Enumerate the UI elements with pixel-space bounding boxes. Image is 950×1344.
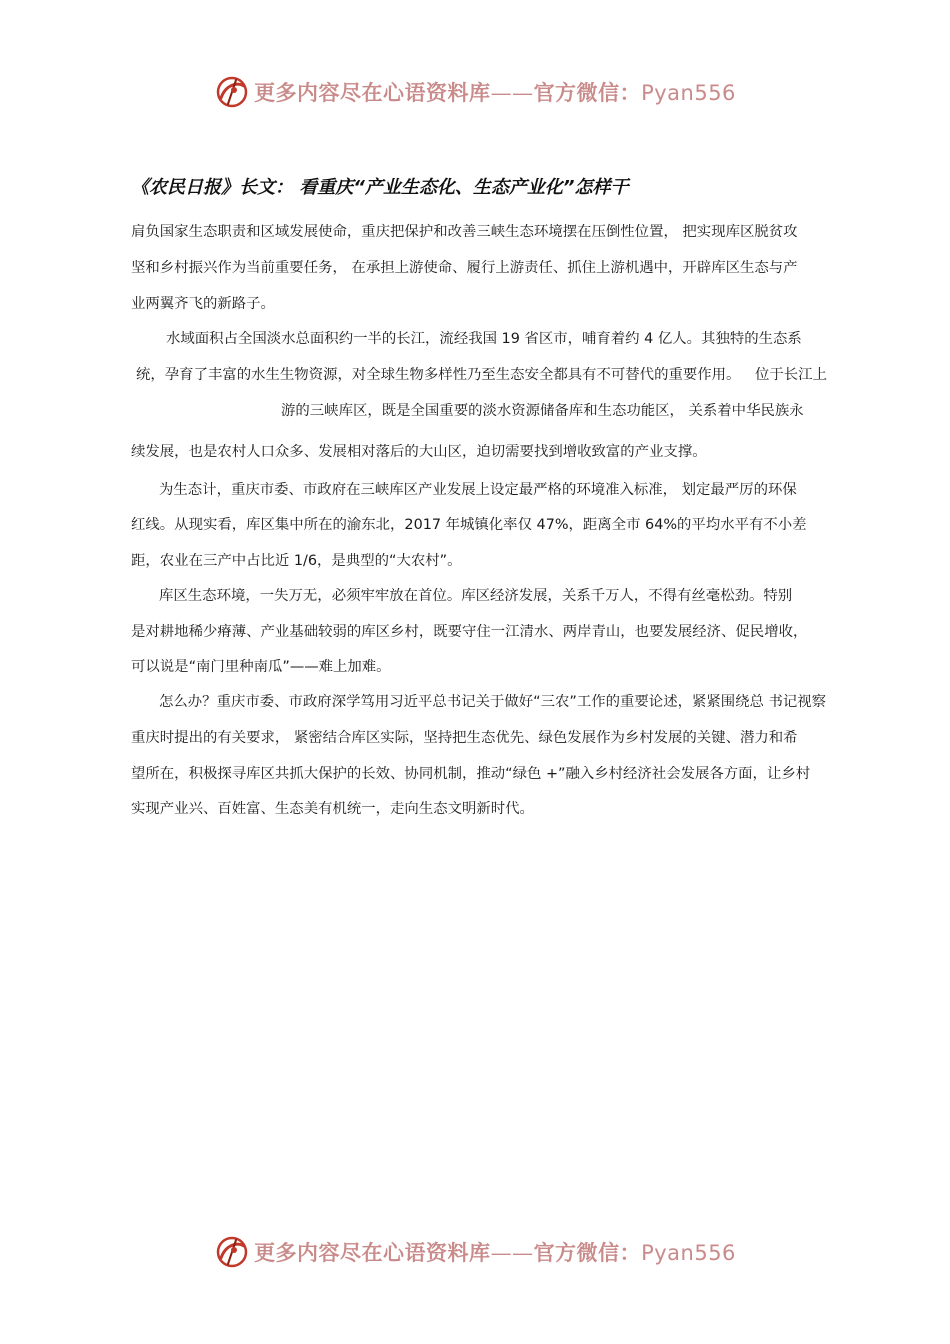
banner-wechat-id: Pyan556 [641, 81, 736, 105]
paragraph-line: 望所在，积极探寻库区共抓大保护的长效、协同机制，推动“绿色 +”融入乡村经济社会发展各方面，让乡村 [131, 766, 811, 782]
banner-wechat-id: Pyan556 [641, 1241, 736, 1265]
paragraph-line: 位于长江上 [755, 367, 827, 383]
paragraph-line: 可以说是“南门里种南瓜”——难上加难。 [131, 659, 391, 675]
banner-separator: —— [490, 81, 534, 105]
paragraph-line: 库区生态环境，一失万无，必须牢牢放在首位。库区经济发展，关系千万人，不得有丝毫松劲。特别 [159, 588, 793, 604]
paragraph-line: 重庆时提出的有关要求， 紧密结合库区实际，坚持把生态优先、绿色发展作为乡村发展的关键、潜力和希 [131, 730, 798, 746]
paragraph-line: 游的三峡库区，既是全国重要的淡水资源储备库和生态功能区， 关系着中华民族永 [281, 403, 804, 419]
article-title: 《农民日报》长文： 看重庆“产业生态化、生态产业化”怎样干 [131, 177, 629, 198]
brand-logo-icon [214, 1234, 250, 1270]
banner-wechat-label: 官方微信： [533, 80, 642, 105]
paragraph-line: 水域面积占全国淡水总面积约一半的长江，流经我国 19 省区市，哺育着约 4 亿人。其独特的生态系 [166, 331, 802, 347]
banner-main-text: 更多内容尽在心语资料库 [254, 80, 491, 105]
paragraph-line: 统，孕育了丰富的水生生物资源，对全球生物多样性乃至生态安全都具有不可替代的重要作用。 [136, 367, 741, 383]
paragraph-line: 坚和乡村振兴作为当前重要任务， 在承担上游使命、履行上游责任、抓住上游机遇中，开辟库区生态与产 [131, 260, 798, 276]
paragraph-line: 红线。从现实看，库区集中所在的渝东北，2017 年城镇化率仅 47%，距离全市 64%的平均水平有不小差 [131, 517, 807, 533]
paragraph-line: 怎么办？重庆市委、市政府深学笃用习近平总书记关于做好“三农”工作的重要论述，紧紧围绕总 书记视察 [159, 694, 827, 710]
banner-separator: —— [490, 1241, 534, 1265]
brand-logo-icon [214, 74, 250, 110]
paragraph-line: 肩负国家生态职责和区域发展使命，重庆把保护和改善三峡生态环境摆在压倒性位置， 把实现库区脱贫攻 [131, 224, 798, 240]
paragraph-line: 是对耕地稀少瘠薄、产业基础较弱的库区乡村，既要守住一江清水、两岸青山，也要发展经济、促民增收， [131, 624, 808, 640]
paragraph-line: 业两翼齐飞的新路子。 [131, 296, 275, 312]
header-banner [0, 70, 950, 114]
paragraph-line: 实现产业兴、百姓富、生态美有机统一，走向生态文明新时代。 [131, 801, 534, 817]
banner-text [254, 1237, 736, 1267]
paragraph-line: 距，农业在三产中占比近 1/6，是典型的“大农村”。 [131, 553, 462, 569]
paragraph-line: 续发展，也是农村人口众多、发展相对落后的大山区，迫切需要找到增收致富的产业支撑。 [131, 444, 707, 460]
paragraph-line: 为生态计，重庆市委、市政府在三峡库区产业发展上设定最严格的环境准入标准， 划定最严厉的环保 [159, 482, 797, 498]
banner-text [254, 77, 736, 107]
banner-wechat-label: 官方微信： [533, 1240, 642, 1265]
footer-banner [0, 1230, 950, 1274]
banner-main-text: 更多内容尽在心语资料库 [254, 1240, 491, 1265]
